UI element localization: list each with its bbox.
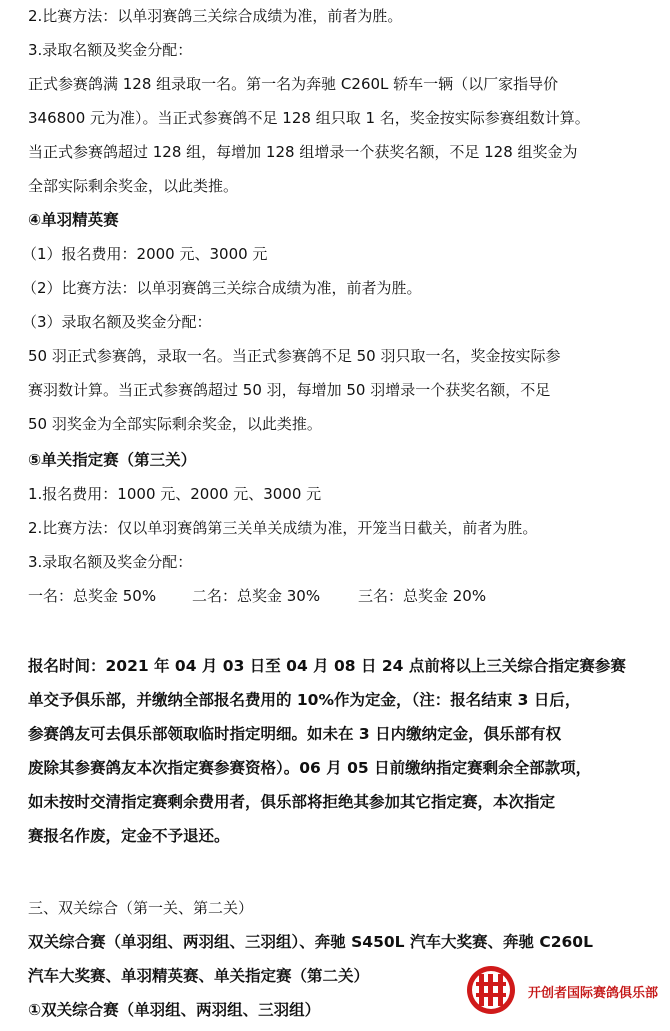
single-stage-allocation-title: 3.录取名额及奖金分配： [28,553,193,571]
registration-line: 赛报名作废，定金不予退还。 [28,827,230,845]
prize-second: 二名：总奖金 30% [192,587,321,605]
club-watermark [462,962,662,1018]
double-summary-line: 双关综合赛（单羽组、两羽组、三羽组）、奔驰 S450L 汽车大奖赛、奔驰 C260L [28,933,593,951]
club-name: 开创者国际赛鸽俱乐部 [528,986,659,1001]
c260l-paragraph-line: 当正式参赛鸽超过 128 组，每增加 128 组增录一个获奖名额，不足 128 组奖金为 [28,143,578,161]
club-seal-icon [462,962,520,1018]
prize-third: 三名：总奖金 20% [358,587,487,605]
double-summary-line: 汽车大奖赛、单羽精英赛、单关指定赛（第二关） [28,967,370,985]
c260l-method: 2.比赛方法：以单羽赛鸽三关综合成绩为准，前者为胜。 [28,7,403,25]
elite-paragraph-line: 50 羽奖金为全部实际剩余奖金，以此类推。 [28,415,322,433]
c260l-allocation-title: 3.录取名额及奖金分配： [28,41,193,59]
double-sub-heading: ①双关综合赛（单羽组、两羽组、三羽组） [28,1001,321,1019]
elite-heading: ④单羽精英赛 [28,211,119,229]
elite-paragraph-line: 50 羽正式参赛鸽，录取一名。当正式参赛鸽不足 50 羽只取一名，奖金按实际参 [28,347,561,365]
prize-first: 一名：总奖金 50% [28,587,157,605]
registration-line: 单交予俱乐部，并缴纳全部报名费用的 10%作为定金，（注：报名结束 3 日后， [28,691,581,709]
registration-line: 如未按时交清指定赛剩余费用者，俱乐部将拒绝其参加其它指定赛，本次指定 [28,793,556,811]
elite-paragraph-line: 赛羽数计算。当正式参赛鸽超过 50 羽，每增加 50 羽增录一个获奖名额，不足 [28,381,551,399]
single-stage-heading: ⑤单关指定赛（第三关） [28,451,197,469]
elite-allocation-title: （3）录取名额及奖金分配： [22,313,212,331]
registration-line: 参赛鸽友可去俱乐部领取临时指定明细。如未在 3 日内缴纳定金，俱乐部有权 [28,725,562,743]
registration-line: 废除其参赛鸽友本次指定赛参赛资格）。06 月 05 日前缴纳指定赛剩余全部款项， [28,759,592,777]
single-stage-fee: 1.报名费用：1000 元、2000 元、3000 元 [28,485,322,503]
c260l-paragraph-line: 正式参赛鸽满 128 组录取一名。第一名为奔驰 C260L 轿车一辆（以厂家指导价 [28,75,559,93]
elite-method: （2）比赛方法：以单羽赛鸽三关综合成绩为准，前者为胜。 [22,279,422,297]
c260l-paragraph-line: 全部实际剩余奖金，以此类推。 [28,177,239,195]
registration-line: 报名时间：2021 年 04 月 03 日至 04 月 08 日 24 点前将以上三关综合指定赛参赛 [28,657,626,675]
elite-fee: （1）报名费用：2000 元、3000 元 [22,245,268,263]
single-stage-method: 2.比赛方法：仅以单羽赛鸽第三关单关成绩为准，开笼当日截关，前者为胜。 [28,519,538,537]
double-heading: 三、双关综合（第一关、第二关） [28,899,254,917]
c260l-paragraph-line: 346800 元为准）。当正式参赛鸽不足 128 组只取 1 名，奖金按实际参赛组数计算。 [28,109,590,127]
